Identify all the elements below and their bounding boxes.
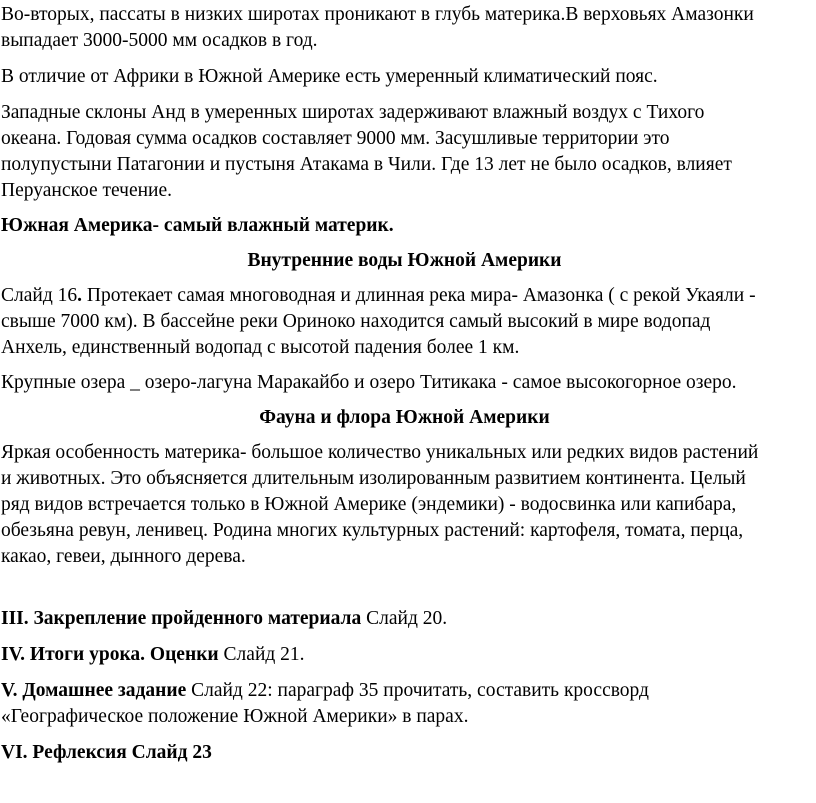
bold-dot: .: [77, 285, 82, 306]
heading-inland-waters: [1, 248, 808, 274]
section-title: V. Домашнее задание: [1, 680, 187, 701]
text-line: Анхель, единственный водопад с высотой падения более 1 км.: [1, 337, 520, 358]
text-line: свыше 7000 км). В бассейне реки Ориноко находится самый высокий в мире водопад: [1, 311, 711, 332]
text-line: океана. Годовая сумма осадков составляет 9000 мм. Засушливые территории это: [1, 128, 670, 149]
section-title: III. Закрепление пройденного материала: [1, 608, 362, 629]
paragraph-lakes: [1, 370, 808, 396]
section-reflection: [1, 740, 808, 766]
paragraph-andes: [1, 100, 808, 204]
section-title: VI. Рефлексия Слайд 23: [1, 742, 212, 763]
text-line: выпадает 3000-5000 мм осадков в год.: [1, 30, 318, 51]
text-line: Слайд 22: параграф 35 прочитать, составить кроссворд: [186, 680, 649, 701]
text-line: какао, гевеи, дынного дерева.: [1, 546, 246, 567]
heading-fauna-flora: [1, 405, 808, 431]
text-line: полупустыни Патагонии и пустыня Атакама в Чили. Где 13 лет не было осадков, влияет: [1, 154, 732, 175]
text-line: Крупные озера _ озеро-лагуна Маракайбо и озеро Титикака - самое высокогорное озеро.: [1, 372, 737, 393]
bold-statement: Южная Америка- самый влажный материк.: [1, 215, 394, 236]
section-summary: [1, 642, 808, 668]
section-heading: Фауна и флора Южной Америки: [259, 407, 550, 428]
text-line: ряд видов встречается только в Южной Америке (эндемики) - водосвинка или капибара,: [1, 494, 737, 515]
text-line: Западные склоны Анд в умеренных широтах задерживают влажный воздух с Тихого: [1, 102, 705, 123]
paragraph-amazon: [1, 283, 808, 361]
paragraph-trade-winds: [1, 2, 808, 54]
paragraph-endemics: [1, 440, 808, 570]
text-line: обезьяна ревун, ленивец. Родина многих культурных растений: картофеля, томата, перца,: [1, 520, 744, 541]
text-line: Во-вторых, пассаты в низких широтах проникают в глубь материка.В верховьях Амазонки: [1, 4, 754, 25]
paragraph-temperate-belt: [1, 64, 808, 90]
section-homework: [1, 678, 808, 730]
text-line: Перуанское течение.: [1, 180, 173, 201]
paragraph-wettest-continent: [1, 213, 808, 239]
slide-reference: Слайд 16: [1, 285, 78, 306]
text-line: «Географическое положение Южной Америки» в парах.: [1, 706, 469, 727]
text-line: и животных. Это объясняется длительным изолированным развитием континента. Целый: [1, 468, 746, 489]
section-heading: Внутренние воды Южной Америки: [247, 250, 562, 271]
section-consolidation: [1, 606, 808, 632]
text-line: В отличие от Африки в Южной Америке есть умеренный климатический пояс.: [1, 66, 658, 87]
text-line: Протекает самая многоводная и длинная река мира- Амазонка ( с рекой Укаяли -: [82, 285, 756, 306]
slide-reference: Слайд 20.: [361, 608, 448, 629]
slide-reference: Слайд 21.: [218, 644, 305, 665]
text-line: Яркая особенность материка- большое количество уникальных или редких видов растений: [1, 442, 759, 463]
section-title: IV. Итоги урока. Оценки: [1, 644, 219, 665]
